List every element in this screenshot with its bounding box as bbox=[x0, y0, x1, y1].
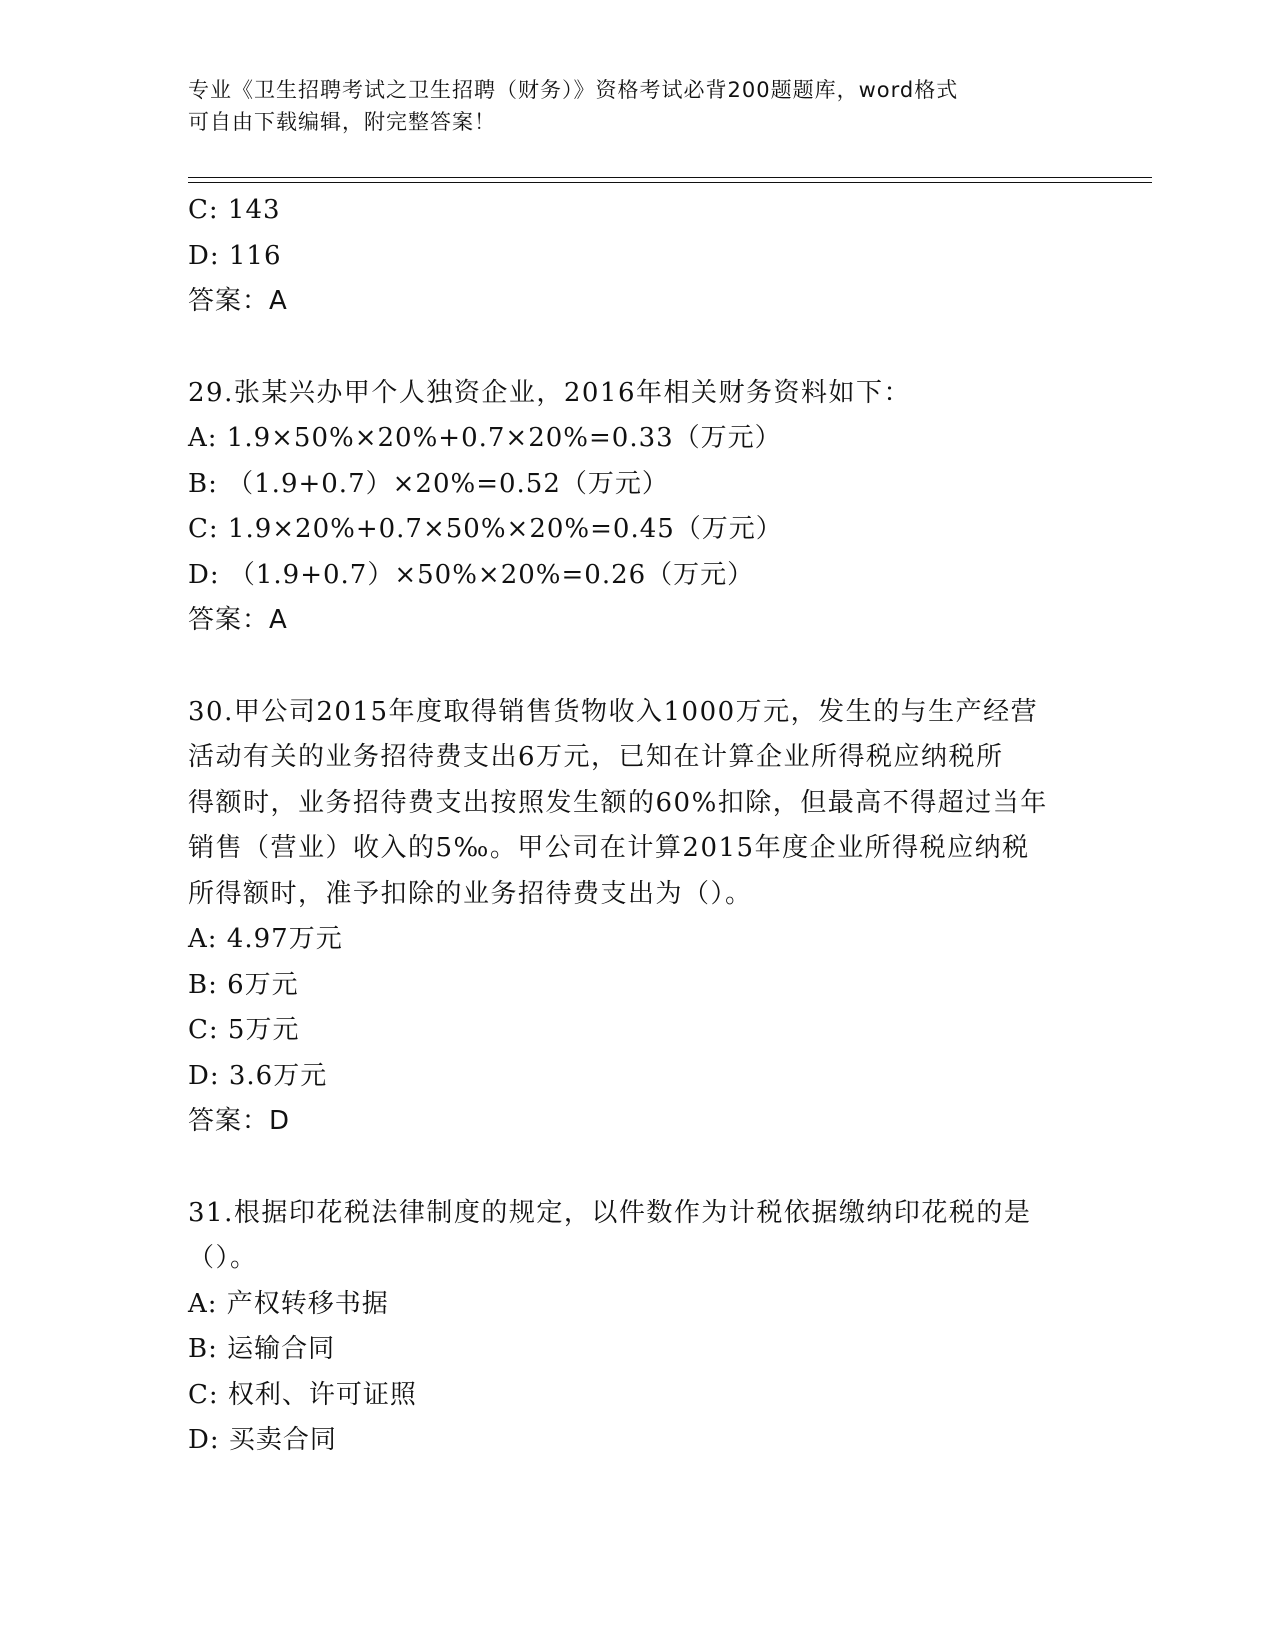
header-divider-top bbox=[188, 177, 1152, 178]
question-stem bbox=[188, 690, 1088, 918]
answer-line: 答案：A bbox=[188, 605, 288, 635]
answer-line: 答案：A bbox=[188, 286, 288, 316]
option-d: D: 3.6万元 bbox=[188, 1060, 328, 1091]
option-a: A: 产权转移书据 bbox=[188, 1288, 389, 1319]
question-stem bbox=[188, 371, 1088, 417]
option-b: B: 运输合同 bbox=[188, 1334, 336, 1364]
question-30 bbox=[188, 690, 1088, 1145]
option-d: D: 116 bbox=[188, 240, 282, 271]
option-c: C: 5万元 bbox=[188, 1015, 300, 1045]
question-29 bbox=[188, 371, 1088, 644]
option-b: B: （1.9+0.7）×20%=0.52（万元） bbox=[188, 468, 669, 499]
option-b: B: 6万元 bbox=[188, 969, 299, 1000]
stem-line: 31.根据印花税法律制度的规定，以件数作为计税依据缴纳印花税的是 bbox=[188, 1197, 1032, 1228]
stem-line: 30.甲公司2015年度取得销售货物收入1000万元，发生的与生产经营 bbox=[188, 696, 1039, 727]
question-stem bbox=[188, 1191, 1088, 1282]
stem-line: 所得额时，准予扣除的业务招待费支出为（）。 bbox=[188, 878, 753, 909]
question-28 bbox=[188, 188, 1088, 325]
stem-line: 得额时，业务招待费支出按照发生额的60%扣除，但最高不得超过当年 bbox=[188, 787, 1048, 818]
stem-line: 29.张某兴办甲个人独资企业，2016年相关财务资料如下： bbox=[188, 377, 912, 408]
answer-line: 答案：D bbox=[188, 1106, 291, 1136]
option-d: D: 买卖合同 bbox=[188, 1425, 337, 1455]
stem-line: 销售（营业）收入的5‰。甲公司在计算2015年度企业所得税应纳税 bbox=[188, 833, 1030, 863]
question-31 bbox=[188, 1191, 1088, 1464]
question-list bbox=[188, 188, 1088, 1464]
header-title-line-1: 专业《卫生招聘考试之卫生招聘（财务）》资格考试必背200题题库，word格式 bbox=[188, 78, 959, 102]
header-divider-bottom bbox=[188, 182, 1152, 183]
stem-line: 活动有关的业务招待费支出6万元，已知在计算企业所得税应纳税所 bbox=[188, 742, 1004, 772]
option-c: C: 权利、许可证照 bbox=[188, 1379, 417, 1410]
option-a: A: 4.97万元 bbox=[188, 924, 343, 954]
option-d: D: （1.9+0.7）×50%×20%=0.26（万元） bbox=[188, 559, 755, 590]
option-c: C: 1.9×20%+0.7×50%×20%=0.45（万元） bbox=[188, 514, 783, 544]
option-a: A: 1.9×50%×20%+0.7×20%=0.33（万元） bbox=[188, 423, 782, 453]
header-title-line-2: 可自由下载编辑，附完整答案！ bbox=[188, 110, 496, 134]
option-c: C: 143 bbox=[188, 195, 281, 225]
document-header bbox=[188, 74, 1088, 138]
stem-line: （）。 bbox=[188, 1243, 258, 1273]
